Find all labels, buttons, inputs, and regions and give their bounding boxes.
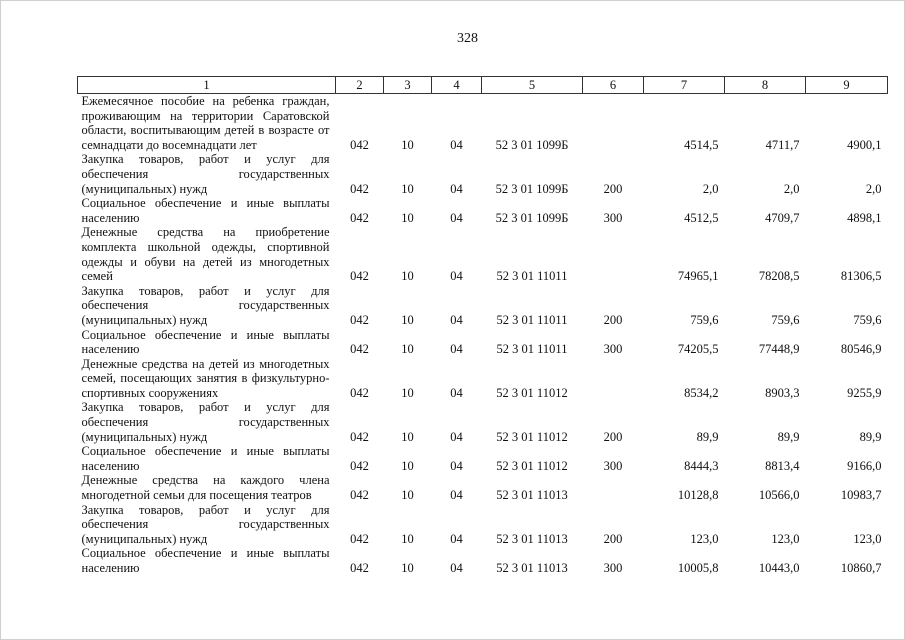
row-section: 10 (401, 488, 414, 503)
table-row (78, 503, 888, 547)
table-row (78, 225, 888, 283)
header-col-7: 7 (644, 77, 725, 94)
row-ministry-code: 042 (350, 269, 369, 284)
row-amount-year-2: 10443,0 (758, 561, 800, 575)
table-row (78, 152, 888, 196)
row-subsection: 04 (450, 181, 463, 196)
row-expense-type (583, 225, 644, 283)
row-subsection: 04 (450, 561, 463, 575)
row-subsection: 04 (450, 312, 463, 327)
row-section: 10 (401, 269, 414, 284)
row-description: Денежные средства на каждого члена многодетной семьи для посещения театров (81, 473, 330, 503)
row-amount-year-1: 123,0 (690, 531, 719, 546)
row-section: 10 (401, 429, 414, 444)
budget-table (77, 76, 888, 576)
row-amount-year-3: 123,0 (853, 531, 882, 546)
row-section: 10 (401, 458, 414, 473)
row-amount-year-1: 74965,1 (677, 269, 719, 284)
row-amount-year-1: 2,0 (702, 181, 719, 196)
row-amount-year-2: 123,0 (771, 531, 800, 546)
row-amount-year-1: 8444,3 (684, 458, 719, 473)
row-description: Закупка товаров, работ и услуг для обеспечения государственных (муниципальных) нужд (81, 502, 330, 546)
row-target-article: 52 3 01 1099Б (495, 181, 569, 196)
row-subsection: 04 (450, 269, 463, 284)
row-section: 10 (401, 531, 414, 546)
table-body (78, 94, 888, 576)
row-subsection: 04 (450, 531, 463, 546)
row-section: 10 (401, 342, 414, 357)
table-row (78, 444, 888, 473)
row-amount-year-2: 78208,5 (758, 269, 800, 284)
row-section: 10 (401, 137, 414, 152)
row-amount-year-2: 8813,4 (765, 458, 800, 473)
row-expense-type: 300 (603, 342, 623, 357)
row-expense-type: 200 (603, 312, 623, 327)
row-amount-year-3: 81306,5 (840, 269, 882, 284)
table-row (78, 284, 888, 328)
row-amount-year-2: 89,9 (777, 429, 800, 444)
row-amount-year-2: 8903,3 (765, 385, 800, 400)
row-amount-year-1: 4512,5 (684, 210, 719, 225)
row-expense-type (583, 357, 644, 401)
row-description: Закупка товаров, работ и услуг для обеспечения государственных (муниципальных) нужд (81, 400, 330, 444)
row-description: Закупка товаров, работ и услуг для обеспечения государственных (муниципальных) нужд (81, 283, 330, 327)
row-ministry-code: 042 (350, 429, 369, 444)
row-description: Социальное обеспечение и иные выплаты населению (81, 327, 330, 357)
row-amount-year-2: 77448,9 (758, 342, 800, 357)
header-col-1: 1 (78, 77, 336, 94)
row-ministry-code: 042 (350, 561, 369, 575)
row-section: 10 (401, 385, 414, 400)
row-amount-year-2: 4709,7 (765, 210, 800, 225)
row-expense-type: 300 (603, 561, 623, 575)
row-subsection: 04 (450, 385, 463, 400)
header-row (78, 77, 888, 94)
row-ministry-code: 042 (350, 210, 369, 225)
row-amount-year-3: 10860,7 (840, 561, 882, 575)
header-col-2: 2 (336, 77, 384, 94)
row-target-article: 52 3 01 11013 (496, 561, 568, 575)
row-description: Денежные средства на приобретение комплекта школьной одежды, спортивной одежды и обуви на детей из многодетных семей (81, 225, 330, 284)
row-section: 10 (401, 561, 414, 575)
row-subsection: 04 (450, 137, 463, 152)
row-description: Денежные средства на детей из многодетных семей, посещающих занятия в физкультурно-спортивных сооружениях (81, 356, 330, 400)
table-row (78, 328, 888, 357)
row-amount-year-1: 74205,5 (677, 342, 719, 357)
row-target-article: 52 3 01 11012 (496, 429, 568, 444)
row-amount-year-3: 80546,9 (840, 342, 882, 357)
row-expense-type: 200 (603, 531, 623, 546)
row-target-article: 52 3 01 1099Б (495, 210, 569, 225)
header-col-5: 5 (482, 77, 583, 94)
row-expense-type: 200 (603, 429, 623, 444)
header-col-8: 8 (725, 77, 806, 94)
row-amount-year-3: 9166,0 (847, 458, 882, 473)
row-target-article: 52 3 01 11012 (496, 458, 568, 473)
row-amount-year-1: 10128,8 (677, 488, 719, 503)
row-expense-type: 300 (603, 458, 623, 473)
row-ministry-code: 042 (350, 181, 369, 196)
row-subsection: 04 (450, 429, 463, 444)
row-amount-year-3: 2,0 (865, 181, 882, 196)
row-expense-type (583, 473, 644, 502)
row-ministry-code: 042 (350, 458, 369, 473)
row-subsection: 04 (450, 458, 463, 473)
table-header (78, 77, 888, 94)
row-description: Ежемесячное пособие на ребенка граждан, проживающим на территории Саратовской области, воспитывающим детей в возрасте от семнадцати до восемнадцати лет (81, 94, 330, 152)
table-row (78, 546, 888, 575)
header-col-6: 6 (583, 77, 644, 94)
table-row (78, 400, 888, 444)
row-target-article: 52 3 01 11011 (496, 269, 568, 284)
row-expense-type (583, 94, 644, 153)
table-row (78, 196, 888, 225)
row-amount-year-2: 2,0 (783, 181, 800, 196)
row-subsection: 04 (450, 210, 463, 225)
row-amount-year-3: 9255,9 (847, 385, 882, 400)
header-col-9: 9 (806, 77, 888, 94)
row-amount-year-2: 4711,7 (765, 137, 800, 152)
table-row (78, 94, 888, 153)
row-ministry-code: 042 (350, 312, 369, 327)
row-target-article: 52 3 01 11013 (496, 488, 568, 503)
row-section: 10 (401, 210, 414, 225)
row-amount-year-3: 10983,7 (840, 488, 882, 503)
row-target-article: 52 3 01 11011 (496, 312, 568, 327)
row-amount-year-2: 759,6 (771, 312, 800, 327)
table-row (78, 357, 888, 401)
row-expense-type: 200 (603, 181, 623, 196)
row-amount-year-1: 10005,8 (677, 561, 719, 575)
row-ministry-code: 042 (350, 488, 369, 503)
row-subsection: 04 (450, 488, 463, 503)
page-number: 328 (457, 31, 478, 46)
row-amount-year-3: 4900,1 (847, 137, 882, 152)
row-amount-year-3: 89,9 (859, 429, 882, 444)
row-target-article: 52 3 01 11012 (496, 385, 568, 400)
row-amount-year-3: 759,6 (853, 312, 882, 327)
row-amount-year-1: 89,9 (696, 429, 719, 444)
row-amount-year-2: 10566,0 (758, 488, 800, 503)
row-subsection: 04 (450, 342, 463, 357)
row-ministry-code: 042 (350, 385, 369, 400)
row-ministry-code: 042 (350, 342, 369, 357)
row-amount-year-1: 8534,2 (684, 385, 719, 400)
table-row (78, 473, 888, 502)
header-col-4: 4 (432, 77, 482, 94)
row-target-article: 52 3 01 1099Б (495, 137, 569, 152)
row-description: Социальное обеспечение и иные выплаты населению (81, 196, 330, 225)
row-ministry-code: 042 (350, 137, 369, 152)
row-target-article: 52 3 01 11013 (496, 531, 568, 546)
row-target-article: 52 3 01 11011 (496, 342, 568, 357)
row-section: 10 (401, 312, 414, 327)
row-description: Социальное обеспечение и иные выплаты населению (81, 444, 330, 473)
row-amount-year-1: 4514,5 (684, 137, 719, 152)
row-amount-year-3: 4898,1 (847, 210, 882, 225)
row-section: 10 (401, 181, 414, 196)
row-description: Закупка товаров, работ и услуг для обеспечения государственных (муниципальных) нужд (81, 152, 330, 196)
header-col-3: 3 (384, 77, 432, 94)
row-expense-type: 300 (603, 210, 623, 225)
row-amount-year-1: 759,6 (690, 312, 719, 327)
row-description: Социальное обеспечение и иные выплаты населению (81, 546, 330, 575)
row-ministry-code: 042 (350, 531, 369, 546)
